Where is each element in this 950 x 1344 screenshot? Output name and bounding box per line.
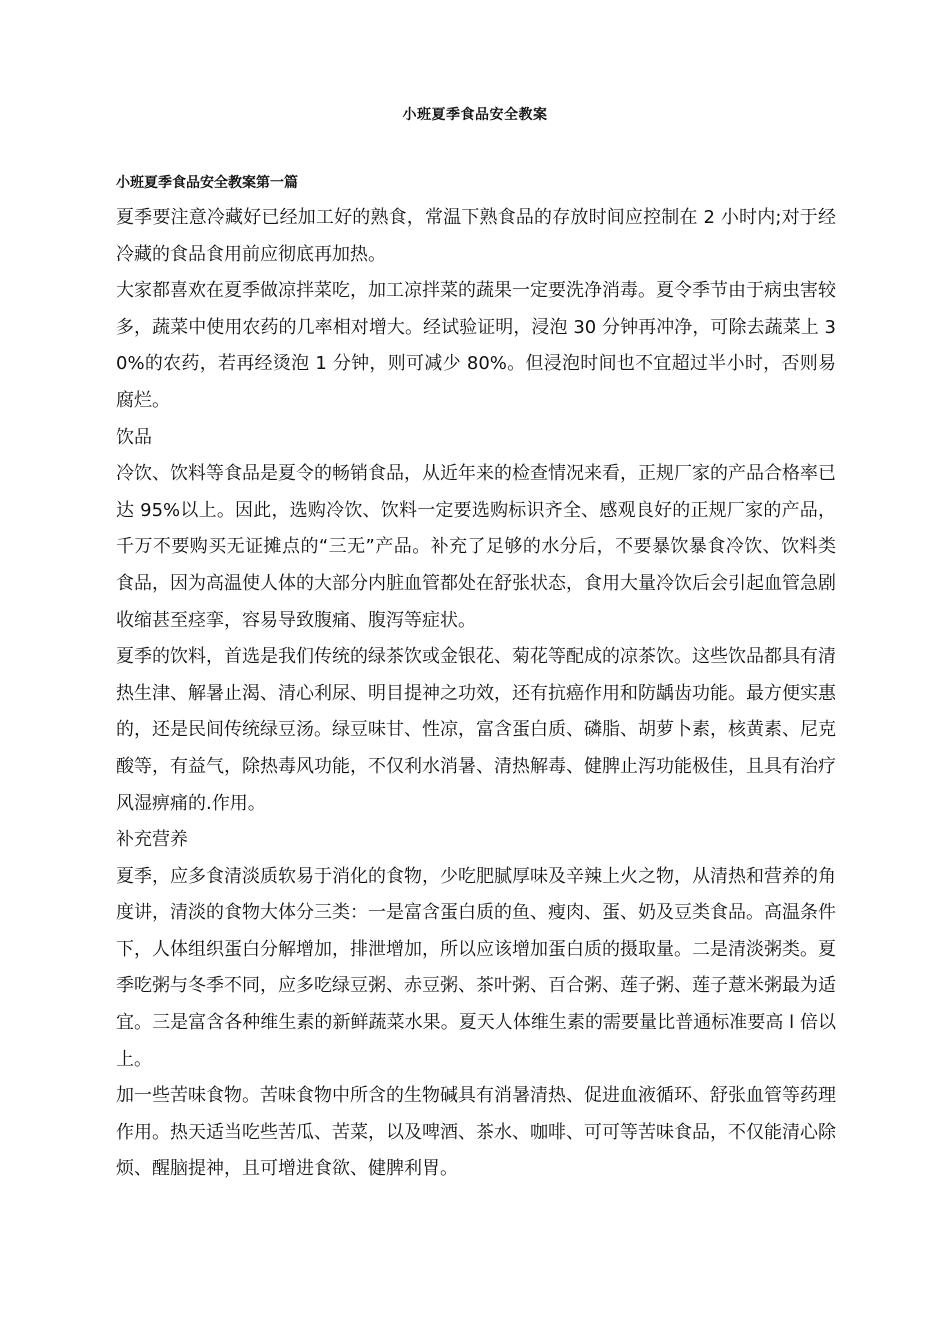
document-body [116,200,836,1188]
paragraph-cold-drinks: 冷饮、饮料等食品是夏令的畅销食品，从近年来的检查情况来看，正规厂家的产品合格率已达 95%以上。因此，选购冷饮、饮料一定要选购标识齐全、感观良好的正规厂家的产品，千万不要购买无证摊点的“三无”产品。补充了足够的水分后，不要暴饮暴食冷饮、饮料类食品，因为高温使人体的大部分内脏血管都处在舒张状态，食用大量冷饮后会引起血管急剧收缩甚至痉挛，容易导致腹痛、腹泻等症状。 [116,463,836,631]
subheading-nutrition: 补充营养 [116,829,188,851]
paragraph-light-food: 夏季，应多食清淡质软易于消化的食物，少吃肥腻厚味及辛辣上火之物，从清热和营养的角度讲，清淡的食物大体分三类：一是富含蛋白质的鱼、瘦肉、蛋、奶及豆类食品。高温条件下，人体组织蛋白分解增加，排泄增加，所以应该增加蛋白质的摄取量。二是清淡粥类。夏季吃粥与冬季不同，应多吃绿豆粥、赤豆粥、茶叶粥、百合粥、莲子粥、莲子薏米粥最为适宜。三是富含各种维生素的新鲜蔬菜水果。夏天人体维生素的需要量比普通标准要高 l 倍以上。 [116,865,836,1070]
section-title: 小班夏季食品安全教案第一篇 [116,175,298,191]
paragraph-cold-dishes: 大家都喜欢在夏季做凉拌菜吃，加工凉拌菜的蔬果一定要洗净消毒。夏令季节由于病虫害较多，蔬菜中使用农药的几率相对增大。经试验证明，浸泡 30 分钟再冲净，可除去蔬菜上 30%的农药，若再经烫泡 1 分钟，则可减少 80%。但浸泡时间也不宜超过半小时，否则易腐烂。 [116,280,836,411]
document-title: 小班夏季食品安全教案 [402,107,548,123]
paragraph-storage: 夏季要注意冷藏好已经加工好的熟食，常温下熟食品的存放时间应控制在 2 小时内;对于经冷藏的食品食用前应彻底再加热。 [116,207,836,265]
paragraph-bitter-food: 加一些苦味食物。苦味食物中所含的生物碱具有消暑清热、促进血液循环、舒张血管等药理作用。热天适当吃些苦瓜、苦菜，以及啤酒、茶水、咖啡、可可等苦味食品，不仅能清心除烦、醒脑提神，且可增进食欲、健脾利胃。 [116,1085,836,1180]
paragraph-summer-drinks: 夏季的饮料，首选是我们传统的绿茶饮或金银花、菊花等配成的凉茶饮。这些饮品都具有清热生津、解暑止渴、清心利尿、明目提神之功效，还有抗癌作用和防龋齿功能。最方便实惠的，还是民间传统绿豆汤。绿豆味甘、性凉，富含蛋白质、磷脂、胡萝卜素，核黄素、尼克酸等，有益气，除热毒风功能，不仅利水消暑、清热解毒、健脾止泻功能极佳，且具有治疗风湿痹痛的.作用。 [116,646,836,814]
subheading-drinks: 饮品 [116,426,152,448]
